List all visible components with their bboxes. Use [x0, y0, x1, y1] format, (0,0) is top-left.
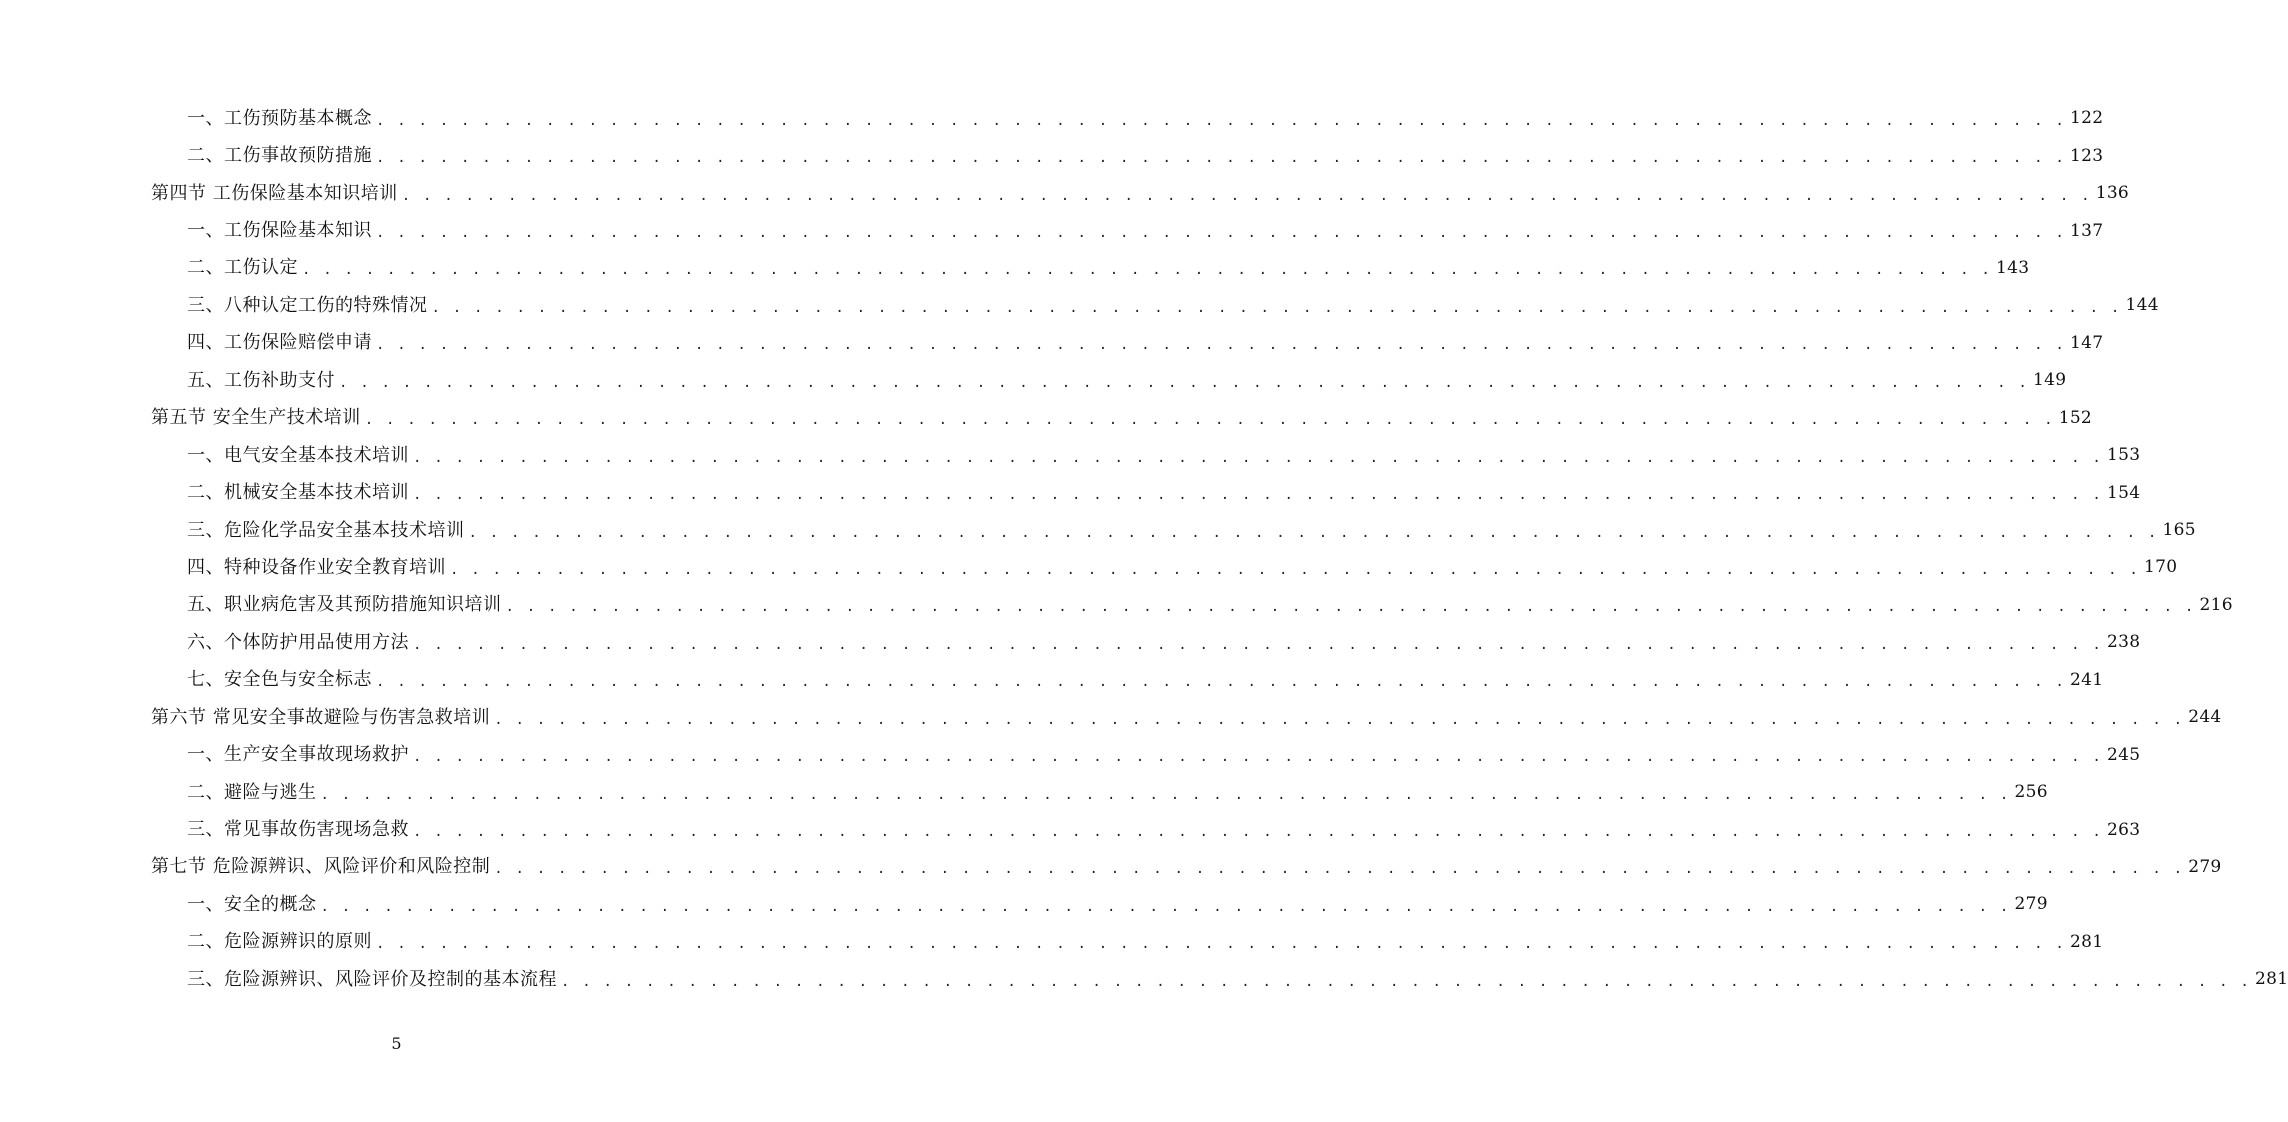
- toc-entry-page-number: 144: [2125, 295, 2159, 316]
- toc-entry-page-number: 216: [2199, 594, 2233, 615]
- toc-entry-title: 一、电气安全基本技术培训: [187, 444, 409, 466]
- toc-subsection-entry[interactable]: [0, 549, 2178, 586]
- toc-entry-page-number: 256: [2014, 782, 2048, 803]
- toc-entry-title: 第五节 安全生产技术培训: [151, 407, 361, 429]
- toc-entry-page-number: 153: [2106, 445, 2141, 466]
- toc-entry-page-number: 245: [2106, 744, 2141, 765]
- toc-subsection-entry[interactable]: [0, 474, 2141, 511]
- toc-entry-page-number: 152: [2058, 407, 2093, 428]
- toc-subsection-entry[interactable]: [0, 362, 2067, 399]
- toc-entry-page-number: 244: [2188, 707, 2222, 728]
- toc-entry-page-number: 241: [2069, 669, 2104, 690]
- toc-entry-title: 三、八种认定工伤的特殊情况: [187, 294, 428, 316]
- toc-entry-title: 四、工伤保险赔偿申请: [187, 332, 372, 354]
- toc-dot-leader: . . . . . . . . . . . . . . . . . . . . . . . . . . . . . . . . . . . . . . . . . . . . . . . . . . . . . . . . . . . . . . . . . . . . . . . . . . . . . . . .: [494, 861, 2185, 878]
- toc-entry-page-number: 137: [2069, 220, 2104, 241]
- toc-entry-title: 一、安全的概念: [187, 893, 317, 915]
- toc-entry-title: 五、职业病危害及其预防措施知识培训: [187, 594, 502, 616]
- toc-dot-leader: . . . . . . . . . . . . . . . . . . . . . . . . . . . . . . . . . . . . . . . . . . . . . . . . . . . . . . . . . . . . . . . . . . . . . . . . . . . . . . . .: [302, 262, 1992, 279]
- toc-dot-leader: . . . . . . . . . . . . . . . . . . . . . . . . . . . . . . . . . . . . . . . . . . . . . . . . . . . . . . . . . . . . . . . . . . . . . . . . . . . . . . . .: [376, 337, 2066, 354]
- toc-entry-title: 四、特种设备作业安全教育培训: [187, 556, 446, 578]
- toc-dot-leader: . . . . . . . . . . . . . . . . . . . . . . . . . . . . . . . . . . . . . . . . . . . . . . . . . . . . . . . . . . . . . . . . . . . . . . . . . . . . . . . .: [494, 711, 2185, 728]
- toc-dot-leader: . . . . . . . . . . . . . . . . . . . . . . . . . . . . . . . . . . . . . . . . . . . . . . . . . . . . . . . . . . . . . . . . . . . . . . . . . . . . . . . .: [376, 225, 2066, 242]
- toc-subsection-entry[interactable]: [0, 250, 2030, 287]
- toc-subsection-entry[interactable]: [0, 100, 2104, 137]
- toc-dot-leader: . . . . . . . . . . . . . . . . . . . . . . . . . . . . . . . . . . . . . . . . . . . . . . . . . . . . . . . . . . . . . . . . . . . . . . . . . . . . . . . .: [450, 561, 2140, 578]
- toc-dot-leader: . . . . . . . . . . . . . . . . . . . . . . . . . . . . . . . . . . . . . . . . . . . . . . . . . . . . . . . . . . . . . . . . . . . . . . . . . . . . . . . .: [339, 374, 2029, 391]
- toc-entry-page-number: 147: [2069, 332, 2104, 353]
- toc-entry-page-number: 123: [2069, 145, 2104, 166]
- toc-entry-title: 第六节 常见安全事故避险与伤害急救培训: [151, 706, 491, 728]
- toc-subsection-entry[interactable]: [0, 325, 2104, 362]
- toc-dot-leader: . . . . . . . . . . . . . . . . . . . . . . . . . . . . . . . . . . . . . . . . . . . . . . . . . . . . . . . . . . . . . . . . . . . . . . . . . . . . . . . .: [401, 187, 2092, 204]
- toc-dot-leader: . . . . . . . . . . . . . . . . . . . . . . . . . . . . . . . . . . . . . . . . . . . . . . . . . . . . . . . . . . . . . . . . . . . . . . . . . . . . . . . .: [413, 749, 2103, 766]
- page-number: 5: [391, 1034, 402, 1053]
- toc-entry-page-number: 165: [2162, 520, 2196, 541]
- toc-entry-page-number: 281: [2069, 931, 2104, 952]
- table-of-contents: [0, 100, 2288, 999]
- toc-subsection-entry[interactable]: [0, 811, 2141, 848]
- toc-dot-leader: . . . . . . . . . . . . . . . . . . . . . . . . . . . . . . . . . . . . . . . . . . . . . . . . . . . . . . . . . . . . . . . . . . . . . . . . . . . . . . . .: [561, 973, 2251, 990]
- toc-dot-leader: . . . . . . . . . . . . . . . . . . . . . . . . . . . . . . . . . . . . . . . . . . . . . . . . . . . . . . . . . . . . . . . . . . . . . . . . . . . . . . . .: [413, 449, 2103, 466]
- toc-entry-title: 一、生产安全事故现场救护: [187, 744, 409, 766]
- toc-subsection-entry[interactable]: [0, 212, 2104, 249]
- toc-entry-page-number: 136: [2095, 183, 2130, 204]
- toc-subsection-entry[interactable]: [0, 624, 2141, 661]
- toc-dot-leader: . . . . . . . . . . . . . . . . . . . . . . . . . . . . . . . . . . . . . . . . . . . . . . . . . . . . . . . . . . . . . . . . . . . . . . . . . . . . . . . .: [413, 487, 2103, 504]
- toc-entry-page-number: 279: [2188, 856, 2222, 877]
- toc-subsection-entry[interactable]: [0, 137, 2104, 174]
- toc-subsection-entry[interactable]: [0, 287, 2159, 324]
- toc-entry-title: 二、避险与逃生: [187, 781, 317, 803]
- toc-entry-title: 六、个体防护用品使用方法: [187, 631, 409, 653]
- toc-dot-leader: . . . . . . . . . . . . . . . . . . . . . . . . . . . . . . . . . . . . . . . . . . . . . . . . . . . . . . . . . . . . . . . . . . . . . . . . . . . . . . . .: [413, 636, 2103, 653]
- toc-entry-page-number: 238: [2106, 632, 2141, 653]
- toc-subsection-entry[interactable]: [0, 736, 2141, 773]
- toc-entry-title: 第七节 危险源辨识、风险评价和风险控制: [151, 856, 491, 878]
- toc-entry-page-number: 154: [2106, 482, 2141, 503]
- toc-dot-leader: . . . . . . . . . . . . . . . . . . . . . . . . . . . . . . . . . . . . . . . . . . . . . . . . . . . . . . . . . . . . . . . . . . . . . . . . . . . . . . . .: [468, 524, 2159, 541]
- toc-dot-leader: . . . . . . . . . . . . . . . . . . . . . . . . . . . . . . . . . . . . . . . . . . . . . . . . . . . . . . . . . . . . . . . . . . . . . . . . . . . . . . . .: [364, 412, 2055, 429]
- toc-dot-leader: . . . . . . . . . . . . . . . . . . . . . . . . . . . . . . . . . . . . . . . . . . . . . . . . . . . . . . . . . . . . . . . . . . . . . . . . . . . . . . . .: [376, 150, 2066, 167]
- toc-subsection-entry[interactable]: [0, 512, 2196, 549]
- toc-section-entry[interactable]: [0, 849, 2222, 886]
- toc-entry-title: 二、机械安全基本技术培训: [187, 482, 409, 504]
- toc-subsection-entry[interactable]: [0, 886, 2048, 923]
- toc-entry-page-number: 143: [1995, 257, 2030, 278]
- toc-entry-page-number: 279: [2014, 894, 2048, 915]
- toc-entry-title: 第四节 工伤保险基本知识培训: [151, 182, 398, 204]
- toc-entry-page-number: 170: [2143, 557, 2178, 578]
- toc-dot-leader: . . . . . . . . . . . . . . . . . . . . . . . . . . . . . . . . . . . . . . . . . . . . . . . . . . . . . . . . . . . . . . . . . . . . . . . . . . . . . . . .: [376, 936, 2066, 953]
- toc-entry-page-number: 122: [2069, 108, 2104, 129]
- toc-entry-title: 一、工伤预防基本概念: [187, 107, 372, 129]
- toc-section-entry[interactable]: [0, 699, 2222, 736]
- toc-entry-title: 三、常见事故伤害现场急救: [187, 819, 409, 841]
- toc-section-entry[interactable]: [0, 400, 2093, 437]
- toc-entry-title: 五、工伤补助支付: [187, 369, 335, 391]
- toc-section-entry[interactable]: [0, 175, 2130, 212]
- toc-entry-title: 一、工伤保险基本知识: [187, 220, 372, 242]
- toc-subsection-entry[interactable]: [0, 961, 2288, 998]
- toc-entry-title: 三、危险化学品安全基本技术培训: [187, 519, 465, 541]
- toc-entry-title: 二、工伤认定: [187, 257, 298, 279]
- toc-dot-leader: . . . . . . . . . . . . . . . . . . . . . . . . . . . . . . . . . . . . . . . . . . . . . . . . . . . . . . . . . . . . . . . . . . . . . . . . . . . . . . . .: [376, 674, 2066, 691]
- toc-entry-page-number: 263: [2106, 819, 2141, 840]
- toc-dot-leader: . . . . . . . . . . . . . . . . . . . . . . . . . . . . . . . . . . . . . . . . . . . . . . . . . . . . . . . . . . . . . . . . . . . . . . . . . . . . . . . .: [431, 299, 2122, 316]
- toc-dot-leader: . . . . . . . . . . . . . . . . . . . . . . . . . . . . . . . . . . . . . . . . . . . . . . . . . . . . . . . . . . . . . . . . . . . . . . . . . . . . . . . .: [505, 599, 2196, 616]
- toc-entry-title: 二、危险源辨识的原则: [187, 931, 372, 953]
- toc-entry-page-number: 281: [2254, 969, 2288, 990]
- toc-entry-title: 七、安全色与安全标志: [187, 669, 372, 691]
- toc-dot-leader: . . . . . . . . . . . . . . . . . . . . . . . . . . . . . . . . . . . . . . . . . . . . . . . . . . . . . . . . . . . . . . . . . . . . . . . . . . . . . . . .: [320, 786, 2011, 803]
- toc-dot-leader: . . . . . . . . . . . . . . . . . . . . . . . . . . . . . . . . . . . . . . . . . . . . . . . . . . . . . . . . . . . . . . . . . . . . . . . . . . . . . . . .: [376, 112, 2066, 129]
- toc-entry-page-number: 149: [2032, 370, 2067, 391]
- toc-entry-title: 二、工伤事故预防措施: [187, 145, 372, 167]
- toc-subsection-entry[interactable]: [0, 662, 2104, 699]
- toc-dot-leader: . . . . . . . . . . . . . . . . . . . . . . . . . . . . . . . . . . . . . . . . . . . . . . . . . . . . . . . . . . . . . . . . . . . . . . . . . . . . . . . .: [413, 824, 2103, 841]
- toc-entry-title: 三、危险源辨识、风险评价及控制的基本流程: [187, 968, 557, 990]
- toc-dot-leader: . . . . . . . . . . . . . . . . . . . . . . . . . . . . . . . . . . . . . . . . . . . . . . . . . . . . . . . . . . . . . . . . . . . . . . . . . . . . . . . .: [320, 898, 2011, 915]
- toc-subsection-entry[interactable]: [0, 924, 2104, 961]
- toc-subsection-entry[interactable]: [0, 774, 2048, 811]
- toc-subsection-entry[interactable]: [0, 437, 2141, 474]
- toc-subsection-entry[interactable]: [0, 587, 2233, 624]
